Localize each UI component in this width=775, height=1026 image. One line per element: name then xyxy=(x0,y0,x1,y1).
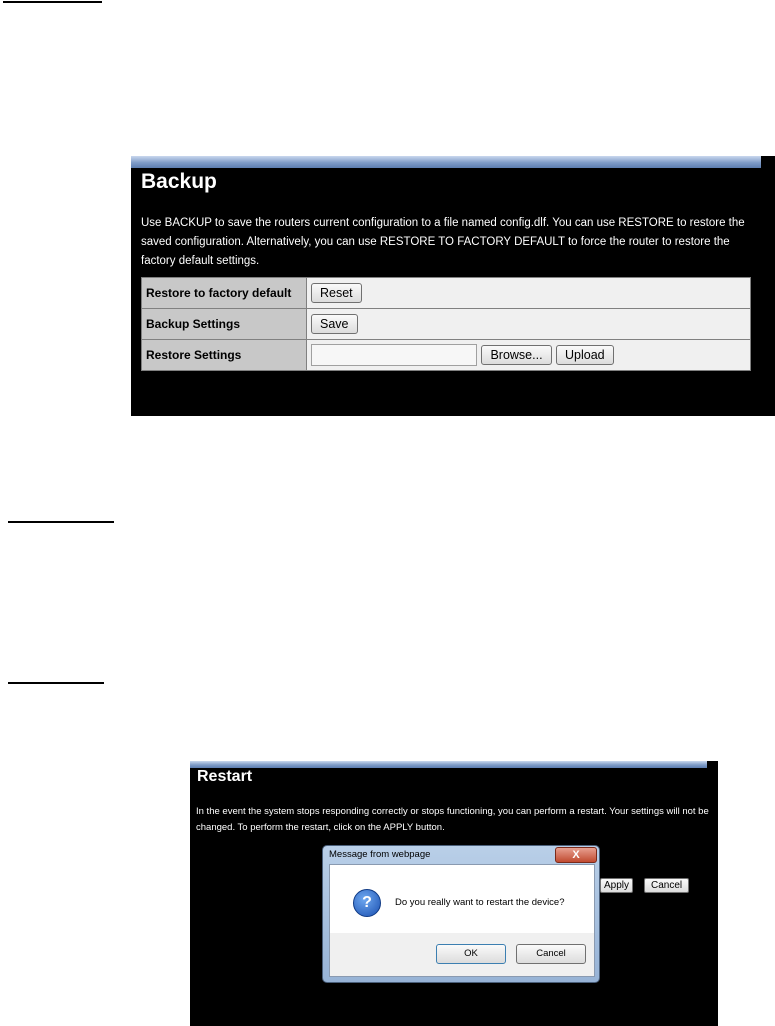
section-rule-1 xyxy=(3,1,102,3)
browse-button[interactable]: Browse... xyxy=(481,345,551,365)
factory-default-cell xyxy=(307,278,751,309)
close-icon[interactable]: X xyxy=(555,847,597,863)
apply-button[interactable]: Apply xyxy=(600,878,633,893)
panel-top-bar xyxy=(131,156,761,168)
table-row xyxy=(142,278,751,309)
backup-title: Backup xyxy=(141,170,217,193)
restart-description: In the event the system stops responding correctly or stops functioning, you can perform a restart. Your settings will not be changed. To perform the restart, click on the APPLY button. xyxy=(196,806,709,833)
backup-panel xyxy=(131,156,775,416)
section-rule-2 xyxy=(8,521,114,523)
backup-description: Use BACKUP to save the routers current configuration to a file named config.dlf. You can use RESTORE to restore the saved configuration. Alternatively, you can use RESTORE TO FACTORY DEFAULT to force the router to restore the factory default settings. xyxy=(141,217,745,267)
restore-settings-cell xyxy=(307,340,751,371)
restart-title: Restart xyxy=(197,768,253,785)
restore-file-input[interactable] xyxy=(311,344,477,366)
backup-settings-label: Backup Settings xyxy=(142,309,307,340)
backup-settings-table xyxy=(141,277,751,371)
dialog-cancel-button[interactable]: Cancel xyxy=(516,944,586,964)
table-row xyxy=(142,309,751,340)
restart-cancel-button[interactable]: Cancel xyxy=(644,878,689,893)
question-icon: ? xyxy=(353,889,381,917)
section-rule-3 xyxy=(8,682,104,684)
confirm-dialog xyxy=(322,845,600,983)
dialog-message: Do you really want to restart the device? xyxy=(395,897,565,908)
save-button[interactable]: Save xyxy=(311,314,358,334)
ok-button[interactable]: OK xyxy=(436,944,506,964)
dialog-body xyxy=(329,864,595,934)
upload-button[interactable]: Upload xyxy=(556,345,614,365)
factory-default-label: Restore to factory default xyxy=(142,278,307,309)
restore-settings-label: Restore Settings xyxy=(142,340,307,371)
dialog-title: Message from webpage xyxy=(329,849,431,860)
reset-button[interactable]: Reset xyxy=(311,283,362,303)
dialog-footer xyxy=(329,933,595,977)
panel-top-bar xyxy=(190,761,707,768)
table-row xyxy=(142,340,751,371)
restart-panel xyxy=(190,761,718,1026)
backup-settings-cell xyxy=(307,309,751,340)
